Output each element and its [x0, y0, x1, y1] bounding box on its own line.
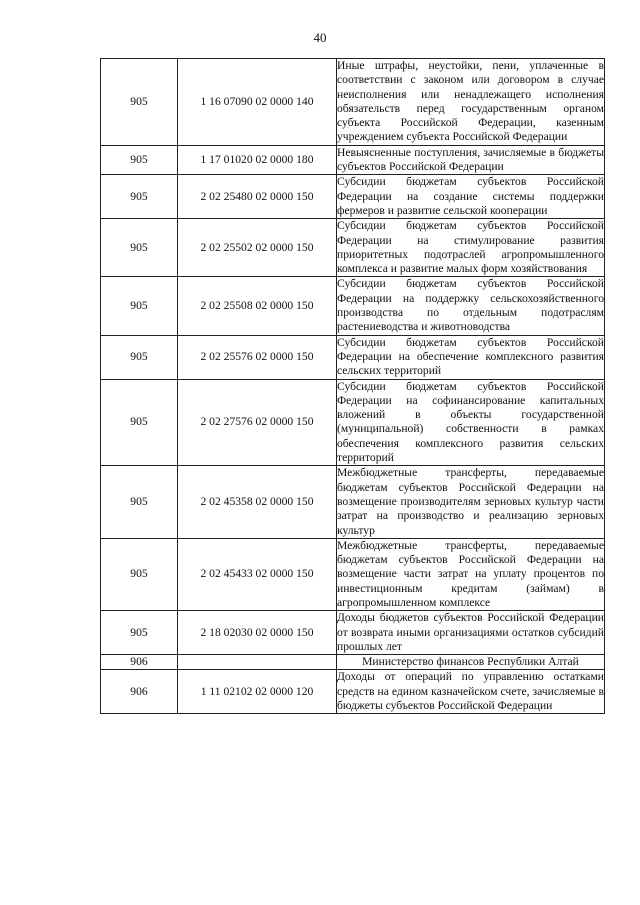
admin-code-cell: 905 [101, 611, 178, 655]
admin-code-cell: 906 [101, 670, 178, 714]
table-row [101, 219, 605, 277]
table-row [101, 145, 605, 175]
table-row [101, 611, 605, 655]
table-row [101, 379, 605, 466]
table-row [101, 335, 605, 379]
admin-code-cell: 905 [101, 59, 178, 146]
table-row [101, 175, 605, 219]
admin-code-cell: 905 [101, 175, 178, 219]
budget-revenue-table [100, 58, 605, 714]
revenue-code-cell: 1 17 01020 02 0000 180 [178, 145, 337, 175]
revenue-name-cell: Доходы от операций по управлению остатками средств на едином казначейском счете, зачисляемые в бюджеты субъектов Российской Федерации [337, 670, 604, 713]
revenue-code-cell: 2 02 45433 02 0000 150 [178, 538, 337, 610]
admin-code-cell: 905 [101, 335, 178, 379]
revenue-name-cell: Межбюджетные трансферты, передаваемые бюджетам субъектов Российской Федерации на возмещение производителям зерновых культур части затрат на производство и реализацию зерновых культур [337, 466, 604, 537]
revenue-code-cell: 2 02 25502 02 0000 150 [178, 219, 337, 277]
revenue-code-cell: 1 16 07090 02 0000 140 [178, 59, 337, 146]
revenue-code-cell: 2 02 25480 02 0000 150 [178, 175, 337, 219]
admin-code-cell: 905 [101, 466, 178, 538]
revenue-code-cell: 1 11 02102 02 0000 120 [178, 670, 337, 714]
revenue-name-cell: Субсидии бюджетам субъектов Российской Федерации на поддержку сельскохозяйственного производства по отдельным подотраслям растениеводства и животноводства [337, 277, 604, 334]
revenue-name-cell: Субсидии бюджетам субъектов Российской Федерации на создание системы поддержки фермеров и развитие сельской кооперации [337, 175, 604, 217]
revenue-code-cell: 2 02 25576 02 0000 150 [178, 335, 337, 379]
admin-code-cell: 905 [101, 145, 178, 175]
revenue-name-cell: Субсидии бюджетам субъектов Российской Федерации на софинансирование капитальных вложений в объекты государственной (муниципальной) собственности в рамках обеспечения комплексного развития сельских территорий [337, 379, 604, 465]
table-body [101, 59, 605, 714]
revenue-code-cell: 2 02 45358 02 0000 150 [178, 466, 337, 538]
table-row [101, 277, 605, 335]
revenue-code-cell: 2 18 02030 02 0000 150 [178, 611, 337, 655]
table-row [101, 538, 605, 610]
table-row [101, 59, 605, 146]
revenue-code-cell [178, 655, 337, 670]
page-number: 40 [313, 30, 327, 45]
revenue-name-cell: Межбюджетные трансферты, передаваемые бюджетам субъектов Российской Федерации на возмещение части затрат на уплату процентов по инвестиционным кредитам (займам) в агропромышленном комплексе [337, 538, 604, 609]
table-row [101, 655, 605, 670]
admin-code-cell: 905 [101, 379, 178, 466]
revenue-name-cell: Невыясненные поступления, зачисляемые в бюджеты субъектов Российской Федерации [337, 145, 604, 174]
admin-code-cell: 905 [101, 538, 178, 610]
admin-code-cell: 905 [101, 277, 178, 335]
table-row [101, 466, 605, 538]
revenue-code-cell: 2 02 27576 02 0000 150 [178, 379, 337, 466]
revenue-name-cell: Доходы бюджетов субъектов Российской Федерации от возврата иными организациями остатков субсидий прошлых лет [337, 611, 604, 653]
revenue-name-cell: Субсидии бюджетам субъектов Российской Федерации на стимулирование развития приоритетных подотраслей агропромышленного комплекса и развитие малых форм хозяйствования [337, 219, 604, 276]
revenue-name-cell: Субсидии бюджетам субъектов Российской Федерации на обеспечение комплексного развития сельских территорий [337, 335, 604, 378]
revenue-name-cell: Иные штрафы, неустойки, пени, уплаченные в соответствии с законом или договором в случае неисполнения или ненадлежащего исполнения обязательств перед государственным органом субъекта Российской Федерации, казенным учреждением субъекта Российской Федерации [337, 59, 604, 144]
revenue-code-cell: 2 02 25508 02 0000 150 [178, 277, 337, 335]
administrator-heading-cell: Министерство финансов Республики Алтай [337, 655, 605, 670]
admin-code-cell: 906 [101, 655, 178, 670]
table-row [101, 670, 605, 714]
admin-code-cell: 905 [101, 219, 178, 277]
